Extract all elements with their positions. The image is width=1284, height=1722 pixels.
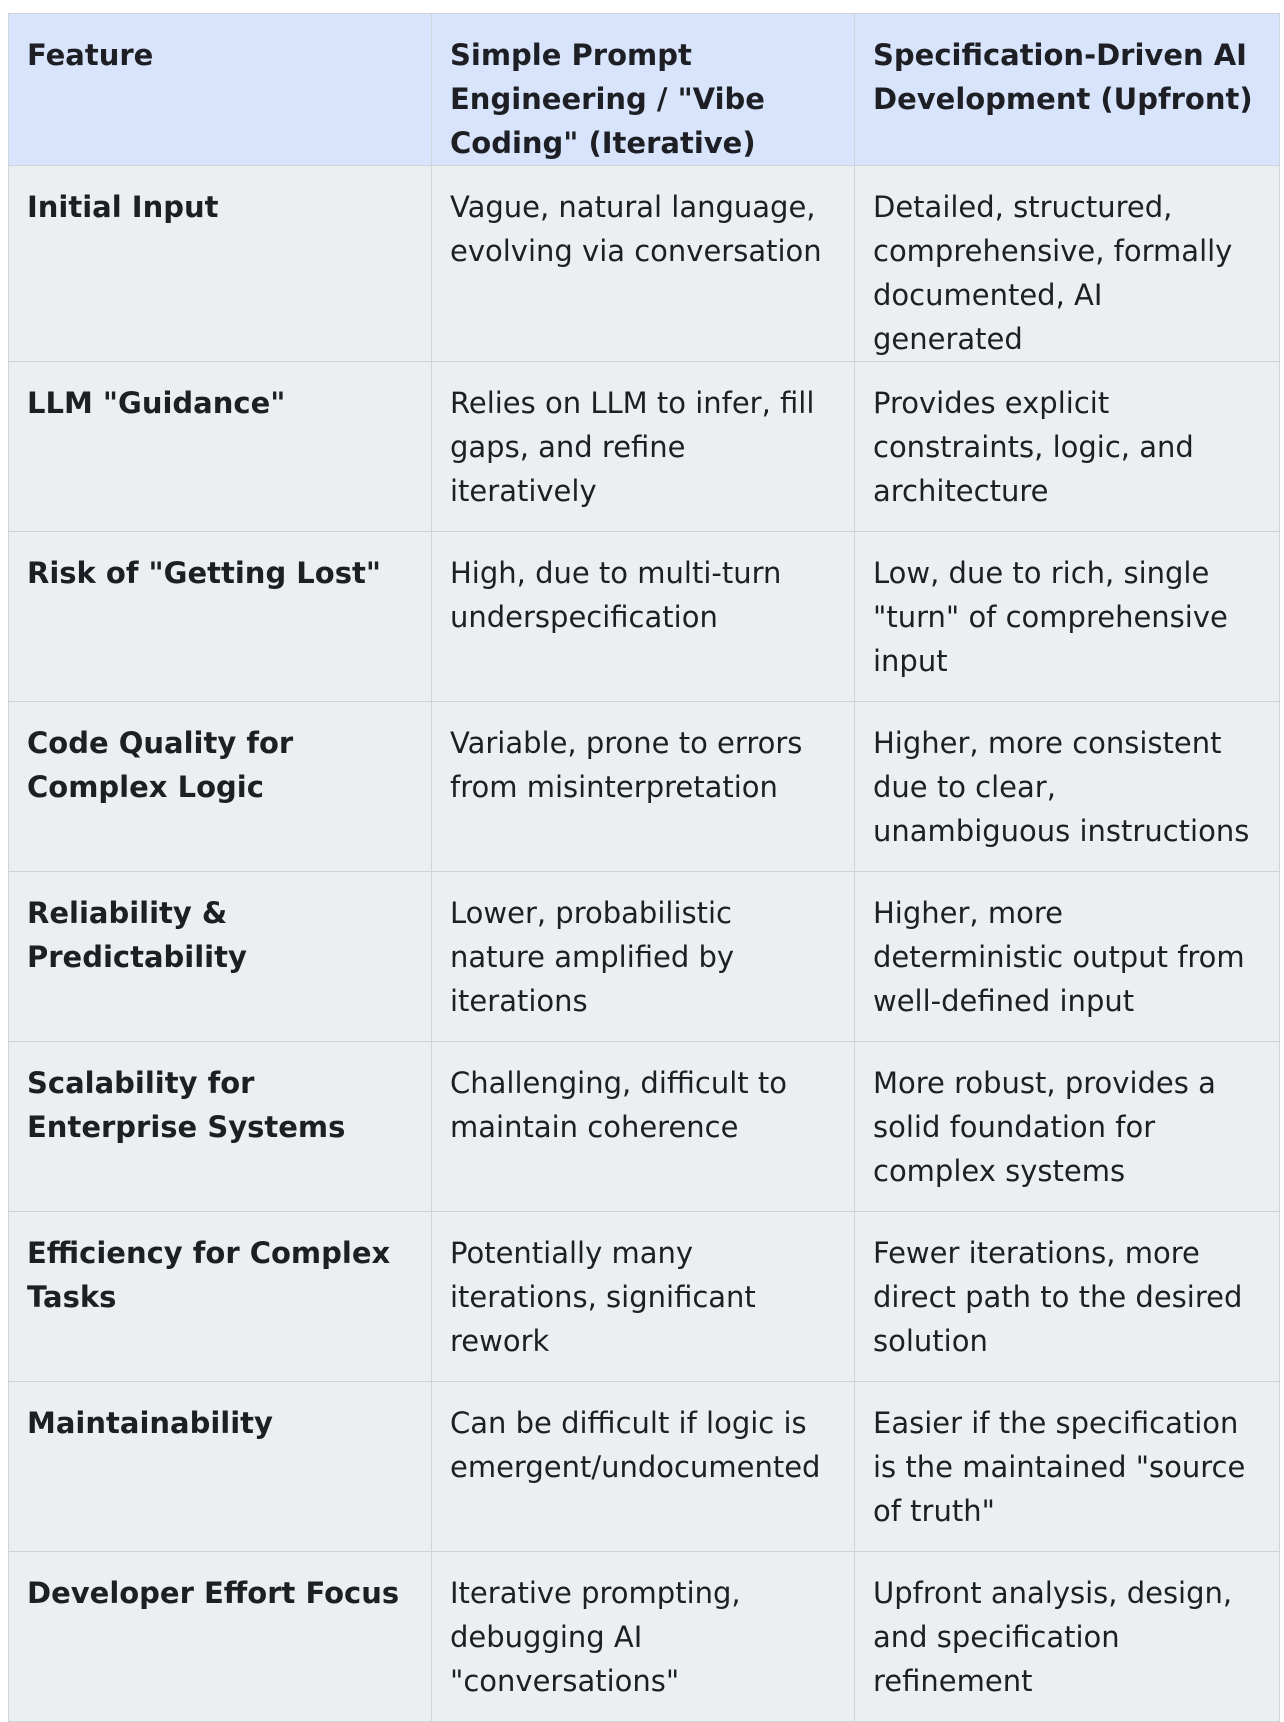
spec-cell: Higher, more deterministic output from well-defined input (855, 872, 1280, 1042)
feature-cell: LLM "Guidance" (9, 362, 432, 532)
feature-cell: Scalability for Enterprise Systems (9, 1042, 432, 1212)
feature-cell: Initial Input (9, 166, 432, 362)
feature-cell: Efficiency for Complex Tasks (9, 1212, 432, 1382)
spec-cell: Provides explicit constraints, logic, and architecture (855, 362, 1280, 532)
table-row (9, 702, 1280, 872)
header-simple-prompt-engineering: Simple Prompt Engineering / "Vibe Coding" (Iterative) (432, 14, 855, 166)
simple-cell: Iterative prompting, debugging AI "conversations" (432, 1552, 855, 1722)
simple-cell: High, due to multi-turn underspecification (432, 532, 855, 702)
table-header (9, 14, 1280, 166)
spec-cell: Detailed, structured, comprehensive, formally documented, AI generated (855, 166, 1280, 362)
simple-cell: Potentially many iterations, significant rework (432, 1212, 855, 1382)
table-body (9, 166, 1280, 1722)
comparison-table-container (8, 13, 1279, 1722)
header-row (9, 14, 1280, 166)
feature-cell: Maintainability (9, 1382, 432, 1552)
feature-cell: Reliability & Predictability (9, 872, 432, 1042)
table-row (9, 1382, 1280, 1552)
header-specification-driven: Specification-Driven AI Development (Upfront) (855, 14, 1280, 166)
simple-cell: Lower, probabilistic nature amplified by iterations (432, 872, 855, 1042)
spec-cell: Easier if the specification is the maintained "source of truth" (855, 1382, 1280, 1552)
feature-cell: Risk of "Getting Lost" (9, 532, 432, 702)
table-row (9, 166, 1280, 362)
spec-cell: Upfront analysis, design, and specification refinement (855, 1552, 1280, 1722)
spec-cell: Fewer iterations, more direct path to the desired solution (855, 1212, 1280, 1382)
simple-cell: Can be difficult if logic is emergent/undocumented (432, 1382, 855, 1552)
spec-cell: Higher, more consistent due to clear, unambiguous instructions (855, 702, 1280, 872)
table-row (9, 872, 1280, 1042)
table-row (9, 1042, 1280, 1212)
spec-cell: More robust, provides a solid foundation for complex systems (855, 1042, 1280, 1212)
table-row (9, 1212, 1280, 1382)
table-row (9, 362, 1280, 532)
simple-cell: Challenging, difficult to maintain coherence (432, 1042, 855, 1212)
simple-cell: Relies on LLM to infer, fill gaps, and refine iteratively (432, 362, 855, 532)
header-feature: Feature (9, 14, 432, 166)
simple-cell: Variable, prone to errors from misinterpretation (432, 702, 855, 872)
spec-cell: Low, due to rich, single "turn" of comprehensive input (855, 532, 1280, 702)
feature-cell: Code Quality for Complex Logic (9, 702, 432, 872)
feature-cell: Developer Effort Focus (9, 1552, 432, 1722)
table-row (9, 532, 1280, 702)
table-row (9, 1552, 1280, 1722)
comparison-table (8, 13, 1280, 1722)
simple-cell: Vague, natural language, evolving via conversation (432, 166, 855, 362)
